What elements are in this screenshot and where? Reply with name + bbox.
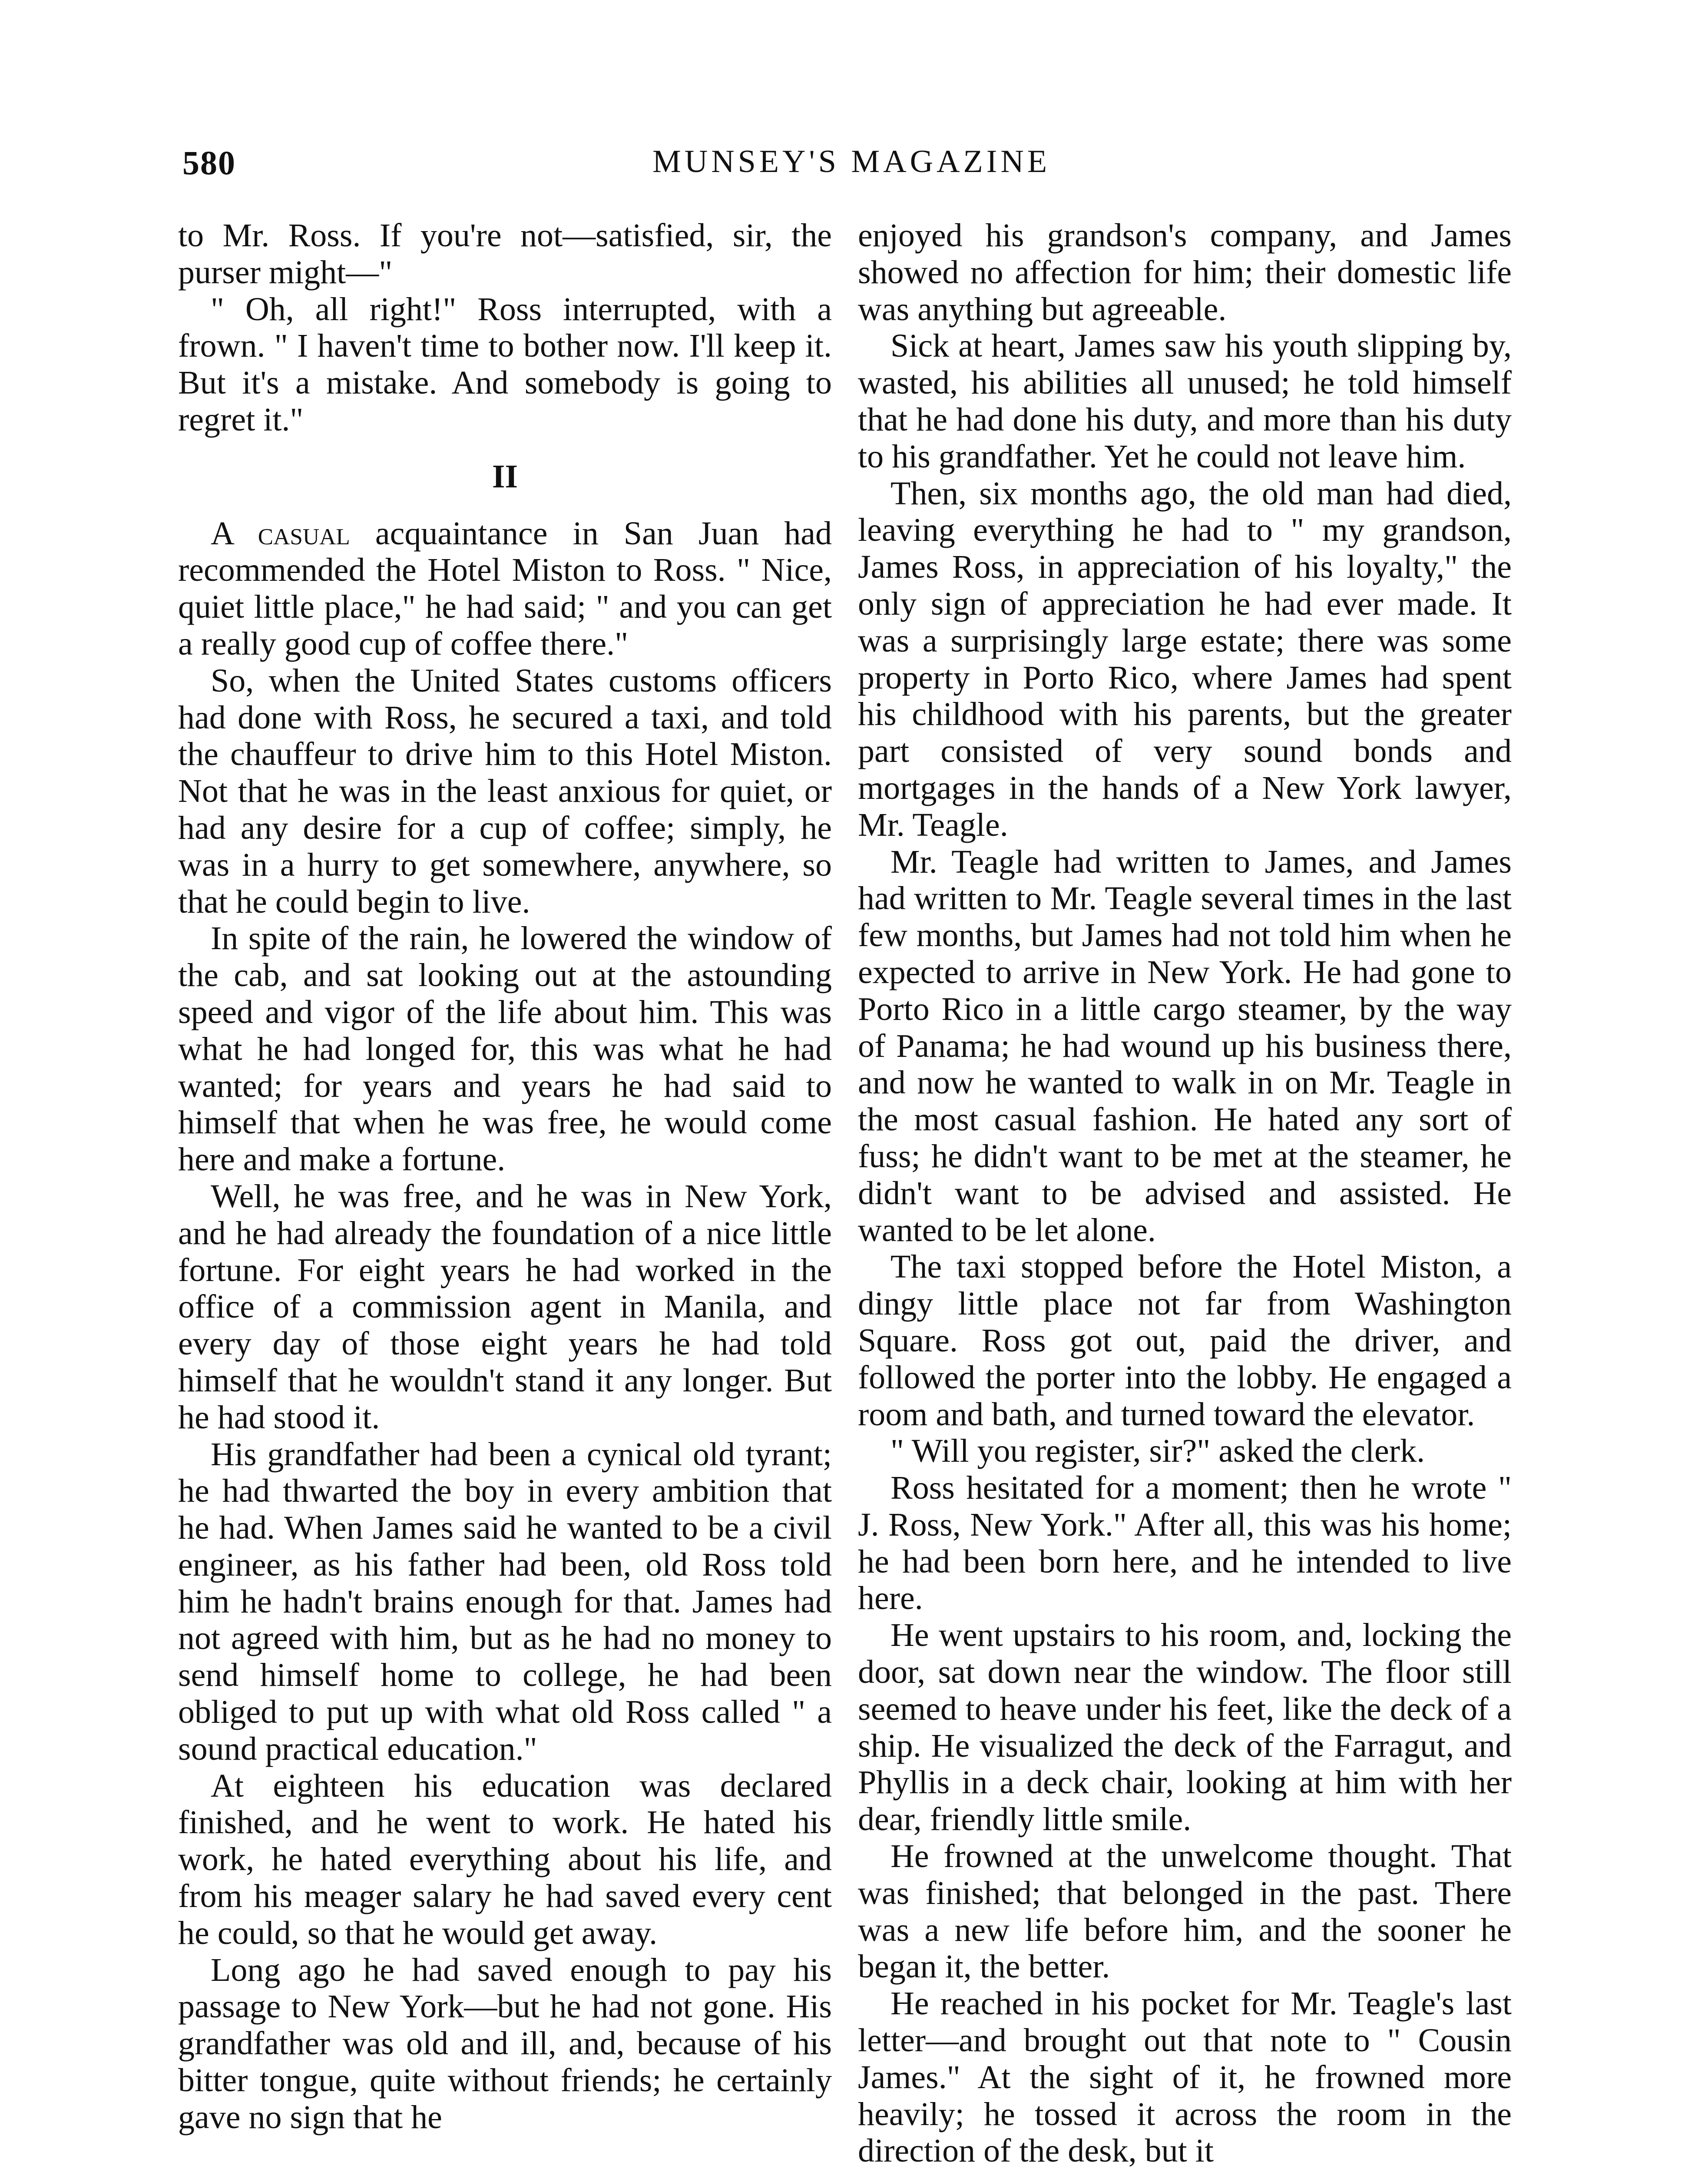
page-number: 580 — [182, 144, 236, 182]
paragraph: The taxi stopped before the Hotel Miston, a dingy little place not far from Washington Square. Ross got out, paid the driver, and followed the porter into the lobby. He engaged a room and bath, and turned toward the elevator. — [858, 1248, 1512, 1433]
small-caps-lead: A casual — [211, 515, 350, 552]
paragraph: At eighteen his education was declared finished, and he went to work. He hated his work, he hated everything about his life, and from his meager salary he had saved every cent he could, so that he would get away. — [178, 1767, 832, 1951]
paragraph: Mr. Teagle had written to James, and James had written to Mr. Teagle several times in the last few months, but James had not told him when he expected to arrive in New York. He had gone to Porto Rico in a little cargo steamer, by the way of Panama; he had wound up his business there, and now he wanted to walk in on Mr. Teagle in the most casual fashion. He hated any sort of fuss; he didn't want to be met at the steamer, he didn't want to be advised and assisted. He wanted to be let alone. — [858, 843, 1512, 1248]
left-column — [178, 217, 832, 2136]
paragraph: He frowned at the unwelcome thought. That was finished; that belonged in the past. There was a new life before him, and the sooner he began it, the better. — [858, 1838, 1512, 1985]
paragraph: enjoyed his grandson's company, and James showed no affection for him; their domestic life was anything but agreeable. — [858, 217, 1512, 328]
paragraph: So, when the United States customs officers had done with Ross, he secured a taxi, and told the chauffeur to drive him to this Hotel Miston. Not that he was in the least anxious for quiet, or had any desire for a cup of coffee; simply, he was in a hurry to get somewhere, anywhere, so that he could begin to live. — [178, 662, 832, 920]
paragraph: Well, he was free, and he was in New York, and he had already the foundation of a nice little fortune. For eight years he had worked in the office of a commission agent in Manila, and every day of those eight years he had told himself that he wouldn't stand it any longer. But he had stood it. — [178, 1178, 832, 1436]
paragraph: Then, six months ago, the old man had died, leaving everything he had to " my grandson, James Ross, in appreciation of his loyalty," the only sign of appreciation he had ever made. It was a surprisingly large estate; there was some property in Porto Rico, where James had spent his childhood with his parents, but the greater part consisted of very sound bonds and mortgages in the hands of a New York lawyer, Mr. Teagle. — [858, 475, 1512, 843]
paragraph-text: acquaintance in San Juan had recommended the Hotel Miston to Ross. " Nice, quiet little place," he had said; " and you can get a really good cup of coffee there." — [178, 515, 832, 662]
section-heading: II — [492, 458, 518, 495]
paragraph: His grandfather had been a cynical old tyrant; he had thwarted the boy in every ambition that he had. When James said he wanted to be a civil engineer, as his father had been, old Ross told him he hadn't brains enough for that. James had not agreed with him, but as he had no money to send himself home to college, he had been obliged to put up with what old Ross called " a sound practical education." — [178, 1436, 832, 1767]
page-header — [182, 143, 1520, 191]
paragraph: Long ago he had saved enough to pay his passage to New York—but he had not gone. His grandfather was old and ill, and, because of his bitter tongue, quite without friends; he certainly gave no sign that he — [178, 1951, 832, 2136]
paragraph: Sick at heart, James saw his youth slipping by, wasted, his abilities all unused; he told himself that he had done his duty, and more than his duty to his grandfather. Yet he could not leave him. — [858, 328, 1512, 475]
paragraph: " Will you register, sir?" asked the clerk. — [890, 1433, 1425, 1470]
paragraph: He reached in his pocket for Mr. Teagle's last letter—and brought out that note to " Cousin James." At the sight of it, he frowned more heavily; he tossed it across the room in the direction of the desk, but it — [858, 1985, 1512, 2169]
paragraph: Ross hesitated for a moment; then he wrote " J. Ross, New York." After all, this was his home; he had been born here, and he intended to live here. — [858, 1470, 1512, 1617]
paragraph — [178, 515, 832, 662]
paragraph: He went upstairs to his room, and, locking the door, sat down near the window. The floor still seemed to heave under his feet, like the deck of a ship. He visualized the deck of the Farragut, and Phyllis in a deck chair, looking at him with her dear, friendly little smile. — [858, 1617, 1512, 1838]
paragraph: In spite of the rain, he lowered the window of the cab, and sat looking out at the astounding speed and vigor of the life about him. This was what he had longed for, this was what he had wanted; for years and years he had said to himself that when he was free, he would come here and make a fortune. — [178, 920, 832, 1178]
paragraph: to Mr. Ross. If you're not—satisfied, sir, the purser might—" — [178, 217, 832, 291]
right-column — [858, 217, 1512, 2169]
paragraph: " Oh, all right!" Ross interrupted, with a frown. " I haven't time to bother now. I'll keep it. But it's a mistake. And somebody is going to regret it." — [178, 291, 832, 438]
running-title: MUNSEY'S MAGAZINE — [652, 144, 1051, 179]
